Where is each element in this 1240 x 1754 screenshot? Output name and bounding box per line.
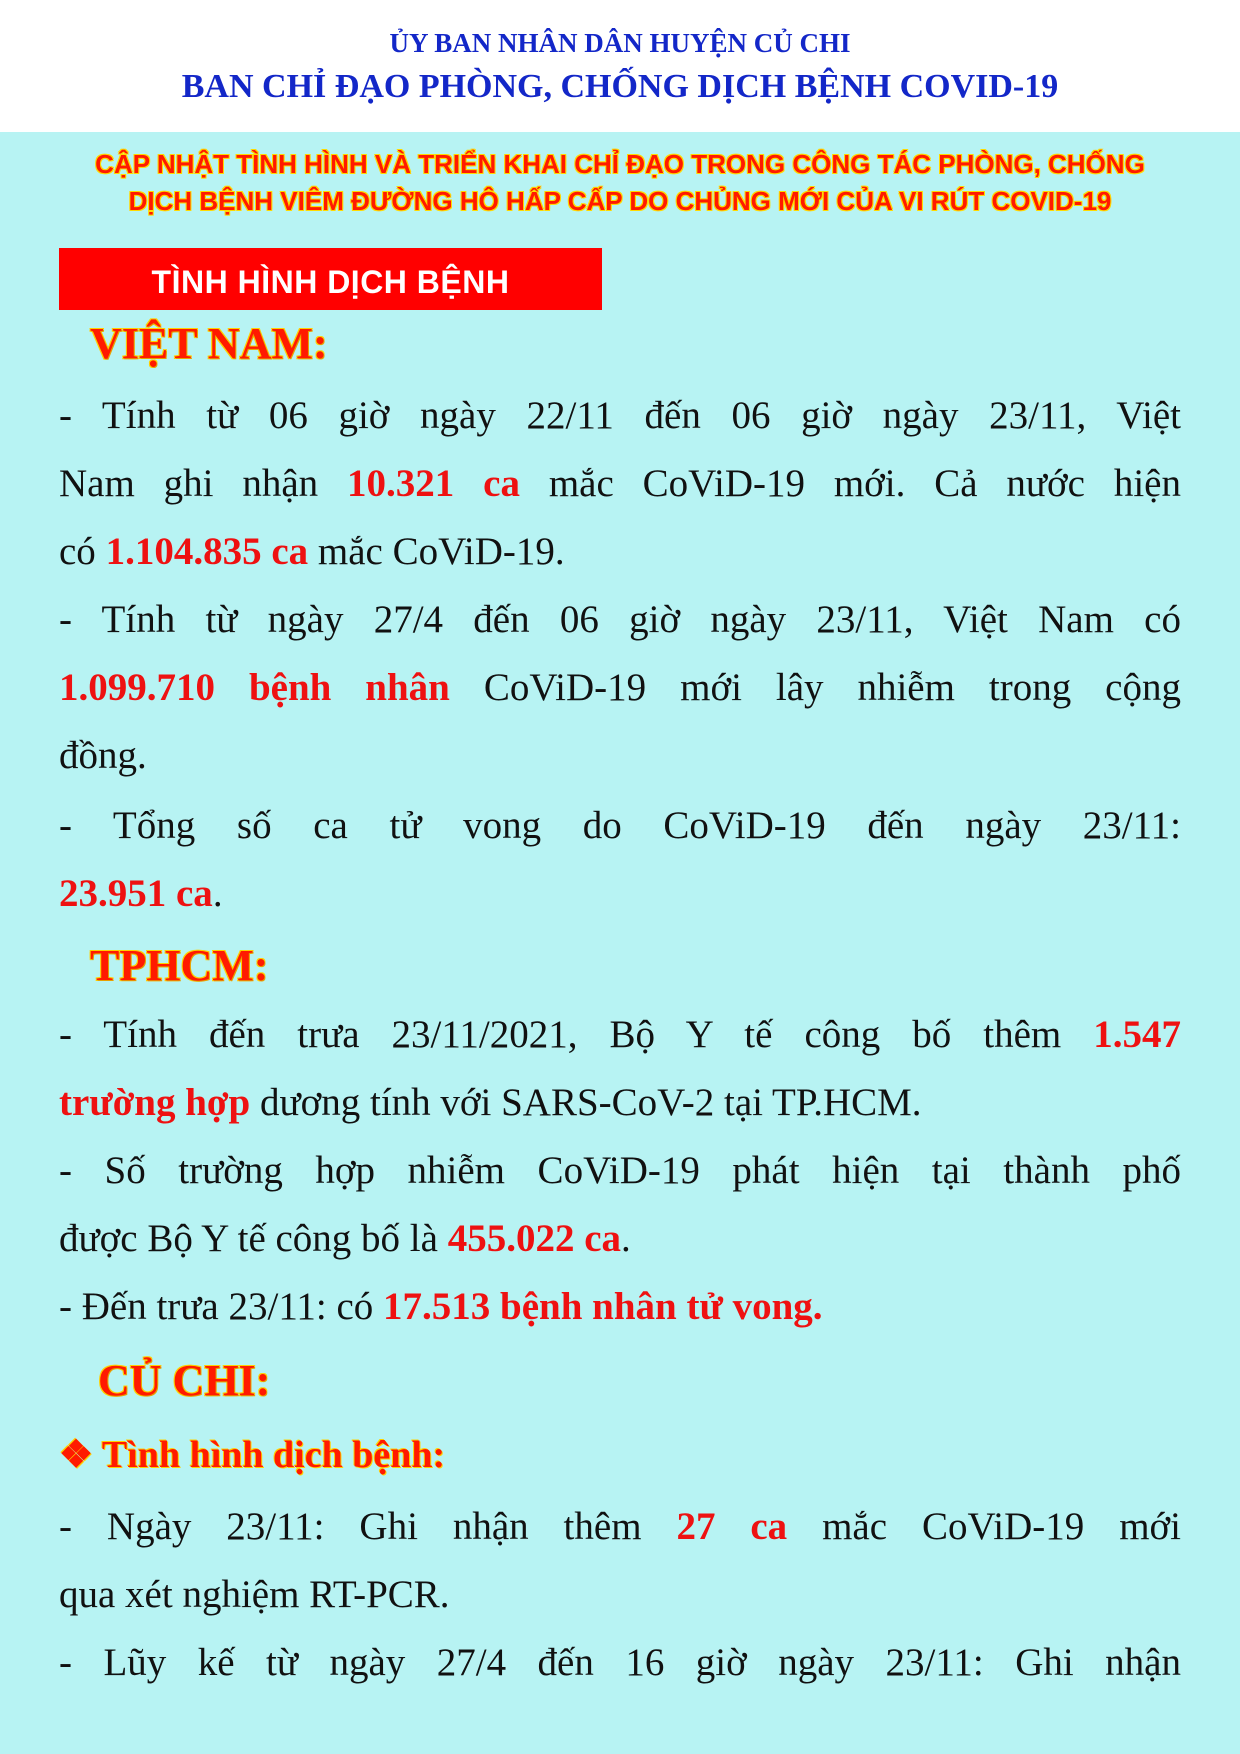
subheading-label: Tình hình dịch bệnh: <box>101 1434 446 1476</box>
update-title-line2: DỊCH BỆNH VIÊM ĐƯỜNG HÔ HẤP CẤP DO CHỦNG MỚI CỦA VI RÚT COVID-19 <box>128 186 1112 216</box>
vn-p1-line3 <box>59 532 1181 571</box>
text: có <box>59 530 106 573</box>
vn-p2-line1: - Tính từ ngày 27/4 đến 06 giờ ngày 23/11, Việt Nam có <box>59 598 1181 641</box>
text: được Bộ Y tế công bố là <box>59 1217 448 1260</box>
org-name-line1: ỦY BAN NHÂN DÂN HUYỆN CỦ CHI <box>389 28 851 58</box>
text: Nam ghi nhận <box>59 462 348 505</box>
highlight-new-cases: 10.321 ca <box>347 462 520 505</box>
section-badge <box>59 248 602 310</box>
highlight-hcm-new: 1.547 <box>1093 1013 1181 1056</box>
vn-p1-line1: - Tính từ 06 giờ ngày 22/11 đến 06 giờ ngày 23/11, Việt <box>59 394 1181 437</box>
cc-p1-line1 <box>59 1507 1181 1546</box>
highlight-deaths: 23.951 ca <box>59 872 213 915</box>
highlight-hcm-deaths: 17.513 bệnh nhân tử vong. <box>383 1285 823 1328</box>
vn-p3-line1: - Tổng số ca tử vong do CoViD-19 đến ngày 23/11: <box>59 804 1181 847</box>
org-name-line2: BAN CHỈ ĐẠO PHÒNG, CHỐNG DỊCH BỆNH COVID-19 <box>181 68 1059 105</box>
heading-vietnam: VIỆT NAM: <box>90 319 328 368</box>
text: . <box>621 1217 631 1260</box>
hcm-p1-line2 <box>59 1083 1181 1122</box>
hcm-p2-line2 <box>59 1219 1181 1258</box>
text: - Ngày 23/11: Ghi nhận thêm <box>59 1505 677 1548</box>
diamond-bullet-icon: ❖ <box>59 1434 94 1476</box>
vn-p2-line2 <box>59 668 1181 707</box>
hcm-p1-line1 <box>59 1015 1181 1054</box>
text: mắc CoViD-19 mới <box>787 1505 1181 1548</box>
highlight-total-cases: 1.104.835 ca <box>105 530 309 573</box>
cc-p1-line2: qua xét nghiệm RT-PCR. <box>59 1573 450 1616</box>
vn-p2-line3: đồng. <box>59 734 147 777</box>
hcm-p2-line1: - Số trường hợp nhiễm CoViD-19 phát hiện tại thành phố <box>59 1149 1181 1192</box>
highlight-hcm-new-unit: trường hợp <box>59 1081 251 1124</box>
section-badge-label: TÌNH HÌNH DỊCH BỆNH <box>151 264 510 300</box>
text: - Tính đến trưa 23/11/2021, Bộ Y tế công bố thêm <box>59 1013 1094 1056</box>
header-banner <box>0 0 1240 132</box>
subheading-situation <box>59 1432 445 1477</box>
update-title-line1: CẬP NHẬT TÌNH HÌNH VÀ TRIỂN KHAI CHỈ ĐẠO TRONG CÔNG TÁC PHÒNG, CHỐNG <box>95 149 1145 179</box>
text: mắc CoViD-19 mới. Cả nước hiện <box>519 462 1181 505</box>
text: dương tính với SARS-CoV-2 tại TP.HCM. <box>250 1081 922 1124</box>
hcm-p3-line1 <box>59 1287 1181 1326</box>
text: - Đến trưa 23/11: có <box>59 1285 384 1328</box>
text: mắc CoViD-19. <box>308 530 565 573</box>
vn-p3-line2 <box>59 874 1181 913</box>
heading-cuchi: CỦ CHI: <box>98 1356 271 1405</box>
vn-p1-line2 <box>59 464 1181 503</box>
highlight-community-cases: 1.099.710 bệnh nhân <box>59 666 450 709</box>
text: . <box>212 872 223 915</box>
heading-tphcm: TPHCM: <box>90 941 269 990</box>
text: CoViD-19 mới lây nhiễm trong cộng <box>449 666 1181 709</box>
highlight-hcm-total: 455.022 ca <box>447 1217 622 1260</box>
highlight-cuchi-new: 27 ca <box>676 1505 788 1548</box>
cc-p2-line1: - Lũy kế từ ngày 27/4 đến 16 giờ ngày 23/11: Ghi nhận <box>59 1641 1181 1684</box>
